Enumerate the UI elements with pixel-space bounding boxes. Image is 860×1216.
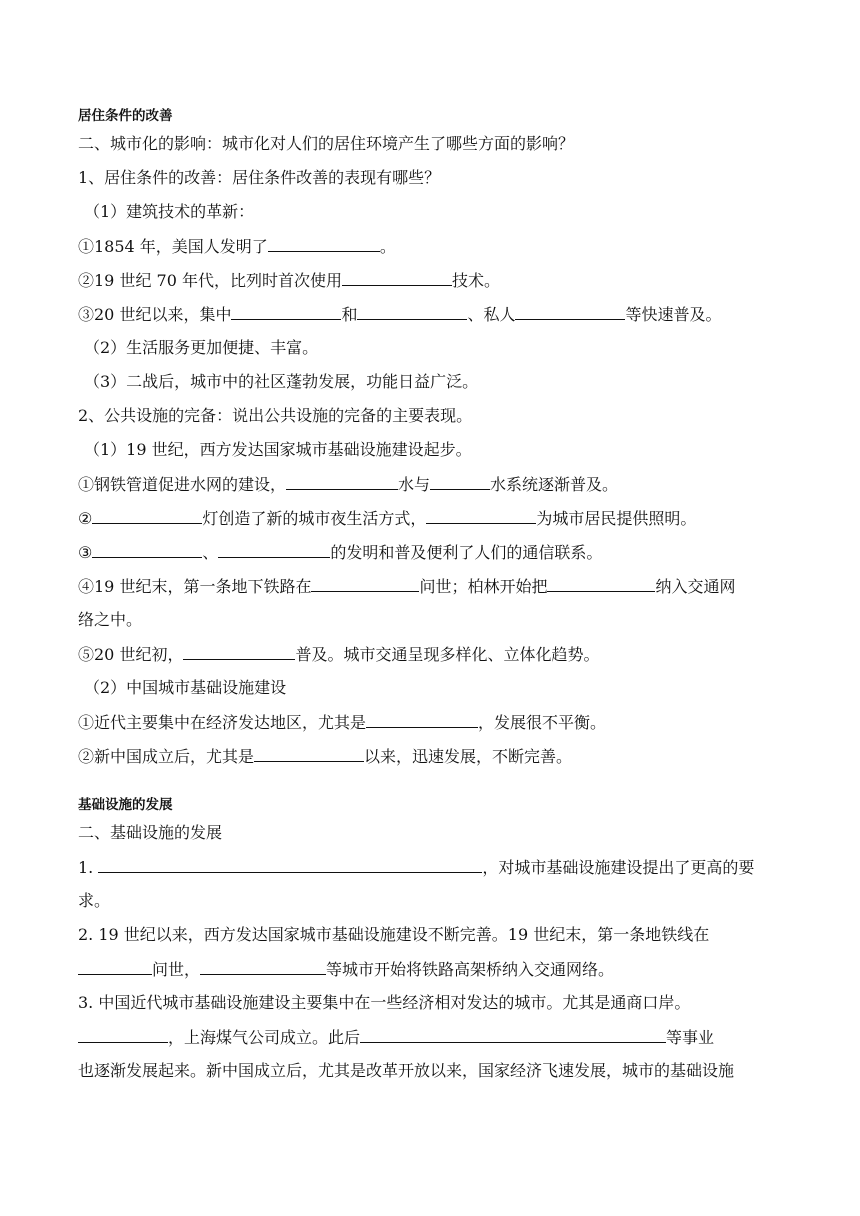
paragraph-2-cont <box>78 959 614 980</box>
item-text: 等事业 <box>666 1028 715 1047</box>
item-text: ② <box>78 509 93 528</box>
item-utilities <box>78 304 722 325</box>
item-new-china <box>78 746 572 767</box>
section-heading-infrastructure: 基础设施的发展 <box>78 797 173 813</box>
item-text: ④19 世纪末，第一条地下铁路在 <box>78 577 312 596</box>
fill-blank[interactable] <box>286 474 398 490</box>
item-text: ①近代主要集中在经济发达地区，尤其是 <box>78 713 367 732</box>
item-text: ①1854 年，美国人发明了 <box>78 237 268 256</box>
item-subway-cont: 络之中。 <box>78 610 143 629</box>
item-concrete <box>78 270 500 291</box>
fill-blank[interactable] <box>92 508 202 524</box>
item-text: ⑤20 世纪初， <box>78 645 184 664</box>
item-text: ①钢铁管道促进水网的建设， <box>78 475 287 494</box>
item-text: 等快速普及。 <box>625 305 722 324</box>
item-lighting <box>78 508 696 529</box>
item-text: 技术。 <box>451 271 500 290</box>
question-1: 1、居住条件的改善：居住条件改善的表现有哪些？ <box>78 168 441 187</box>
paragraph-1-cont: 求。 <box>78 891 111 910</box>
fill-blank[interactable] <box>268 236 380 252</box>
fill-blank[interactable] <box>254 746 364 762</box>
item-communication <box>78 542 602 563</box>
item-text: 和 <box>341 305 358 324</box>
fill-blank[interactable] <box>426 508 536 524</box>
fill-blank[interactable] <box>360 1027 666 1043</box>
fill-blank[interactable] <box>311 576 419 592</box>
item-text: 问世；柏林开始把 <box>419 577 548 596</box>
fill-blank[interactable] <box>200 959 326 975</box>
fill-blank[interactable] <box>78 1027 168 1043</box>
question-2-1: （1）19 世纪，西方发达国家城市基础设施建设起步。 <box>84 440 472 459</box>
fill-blank[interactable] <box>98 857 482 873</box>
item-text: 普及。城市交通呈现多样化、立体化趋势。 <box>295 645 600 664</box>
paragraph-3-end: 也逐渐发展起来。新中国成立后，尤其是改革开放以来，国家经济飞速发展，城市的基础设施 <box>78 1061 735 1080</box>
item-modern <box>78 712 606 733</box>
section-heading-housing: 居住条件的改善 <box>78 108 173 124</box>
item-text: 等城市开始将铁路高架桥纳入交通网络。 <box>326 960 615 979</box>
item-text: 水系统逐渐普及。 <box>490 475 619 494</box>
fill-blank[interactable] <box>515 304 625 320</box>
fill-blank[interactable] <box>430 474 490 490</box>
fill-blank[interactable] <box>342 270 452 286</box>
item-subway <box>78 576 735 597</box>
fill-blank[interactable] <box>218 542 330 558</box>
item-text: 1. <box>78 858 99 877</box>
item-text: 纳入交通网 <box>655 577 736 596</box>
item-text: 以来，迅速发展，不断完善。 <box>364 747 573 766</box>
fill-blank[interactable] <box>357 304 467 320</box>
item-text: ，发展很不平衡。 <box>478 713 607 732</box>
item-text: 、 <box>202 543 219 562</box>
fill-blank[interactable] <box>78 959 152 975</box>
fill-blank[interactable] <box>366 712 478 728</box>
question-main: 二、城市化的影响：城市化对人们的居住环境产生了哪些方面的影响？ <box>78 134 575 153</box>
question-1-2: （2）生活服务更加便捷、丰富。 <box>84 338 319 357</box>
question-1-1: （1）建筑技术的革新： <box>84 202 255 221</box>
fill-blank[interactable] <box>231 304 341 320</box>
section2-title: 二、基础设施的发展 <box>78 823 223 842</box>
item-text: 问世， <box>152 960 201 979</box>
item-text: ③ <box>78 543 93 562</box>
item-text: ②19 世纪 70 年代，比列时首次使用 <box>78 271 342 290</box>
question-2: 2、公共设施的完备：说出公共设施的完备的主要表现。 <box>78 406 473 425</box>
item-transport <box>78 644 599 665</box>
question-2-2: （2）中国城市基础设施建设 <box>84 678 287 697</box>
paragraph-3: 3. 中国近代城市基础设施建设主要集中在一些经济相对发达的城市。尤其是通商口岸。 <box>78 993 691 1012</box>
paragraph-1 <box>78 857 754 878</box>
item-text: 水与 <box>398 475 431 494</box>
item-text: 为城市居民提供照明。 <box>536 509 697 528</box>
fill-blank[interactable] <box>183 644 295 660</box>
paragraph-3-cont <box>78 1027 714 1048</box>
item-text: 灯创造了新的城市夜生活方式， <box>202 509 427 528</box>
item-text: ，上海煤气公司成立。此后 <box>168 1028 361 1047</box>
item-text: 的发明和普及便利了人们的通信联系。 <box>330 543 603 562</box>
item-text: ③20 世纪以来，集中 <box>78 305 232 324</box>
item-text: ，对城市基础设施建设提出了更高的要 <box>482 858 755 877</box>
item-text: ②新中国成立后，尤其是 <box>78 747 255 766</box>
fill-blank[interactable] <box>547 576 655 592</box>
question-1-3: （3）二战后，城市中的社区蓬勃发展，功能日益广泛。 <box>84 372 479 391</box>
fill-blank[interactable] <box>92 542 202 558</box>
item-elevator <box>78 236 396 257</box>
item-text: 、私人 <box>467 305 516 324</box>
item-text: 。 <box>379 237 396 256</box>
item-water <box>78 474 618 495</box>
paragraph-2: 2. 19 世纪以来，西方发达国家城市基础设施建设不断完善。19 世纪末，第一条地铁线在 <box>78 925 710 944</box>
